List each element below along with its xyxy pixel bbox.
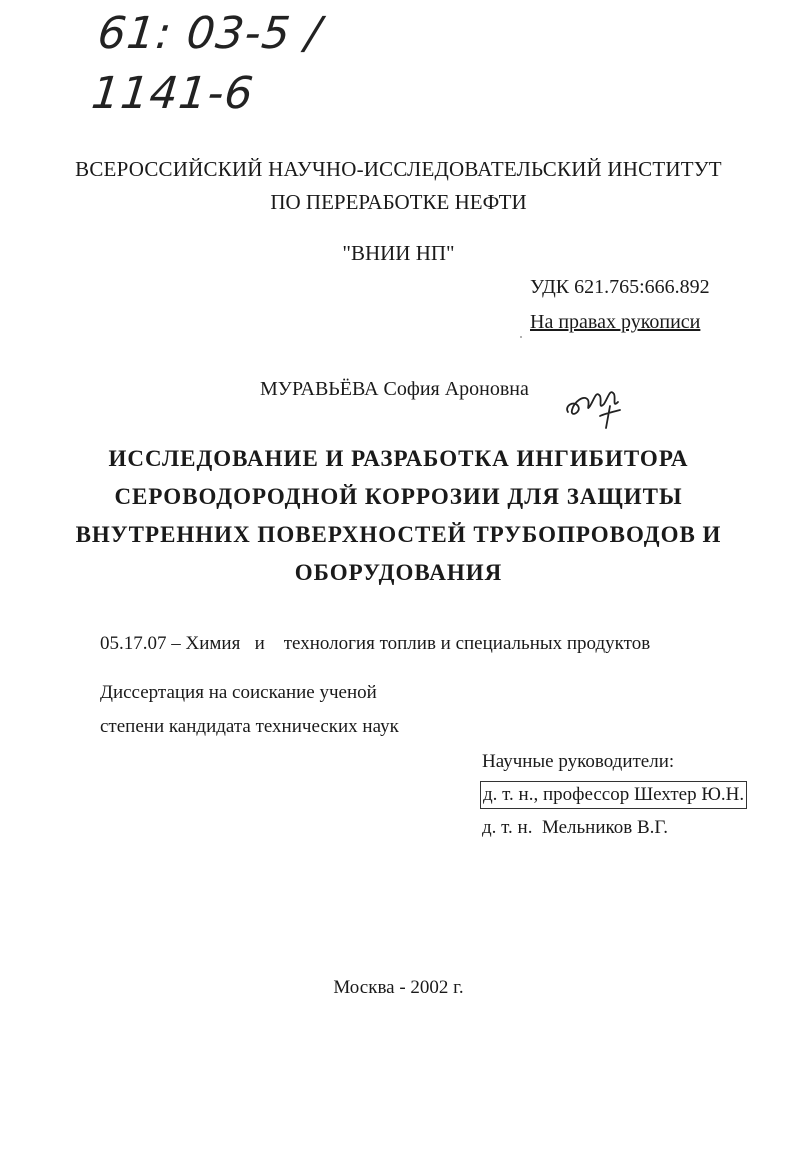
scan-speck xyxy=(520,336,522,338)
dissertation-purpose-line-1: Диссертация на соискание ученой xyxy=(100,682,377,703)
signature-icon xyxy=(560,376,630,436)
specialty-code: 05.17.07 – Химия и технология топлив и специальных продуктов xyxy=(100,633,651,654)
title-line-3: ВНУТРЕННИХ ПОВЕРХНОСТЕЙ ТРУБОПРОВОДОВ И xyxy=(75,522,722,547)
title-line-1: ИССЛЕДОВАНИЕ И РАЗРАБОТКА ИНГИБИТОРА xyxy=(108,446,689,471)
handwritten-catalog-code: 61: 03-5 / 1141-6 xyxy=(89,8,325,119)
city-year: Москва - 2002 г. xyxy=(333,977,464,998)
institute-name-line-2: ПО ПЕРЕРАБОТКЕ НЕФТИ xyxy=(270,190,527,214)
dissertation-title xyxy=(0,440,797,592)
dissertation-purpose-line-2: степени кандидата технических наук xyxy=(100,716,399,737)
institute-name-line-1: ВСЕРОССИЙСКИЙ НАУЧНО-ИССЛЕДОВАТЕЛЬСКИЙ ИНСТИТУТ xyxy=(75,157,722,181)
supervisor-1: д. т. н., профессор Шехтер Ю.Н. xyxy=(480,781,747,809)
title-line-2: СЕРОВОДОРОДНОЙ КОРРОЗИИ ДЛЯ ЗАЩИТЫ xyxy=(114,484,683,509)
supervisor-2: д. т. н. Мельников В.Г. xyxy=(482,817,669,838)
title-line-4: ОБОРУДОВАНИЯ xyxy=(294,560,503,585)
institute-abbreviation: "ВНИИ НП" xyxy=(342,241,455,265)
supervisors-label: Научные руководители: xyxy=(482,751,675,772)
author-name: МУРАВЬЁВА София Ароновна xyxy=(260,378,529,400)
manuscript-rights-note: На правах рукописи xyxy=(530,311,701,333)
udk-code: УДК 621.765:666.892 xyxy=(530,276,710,298)
